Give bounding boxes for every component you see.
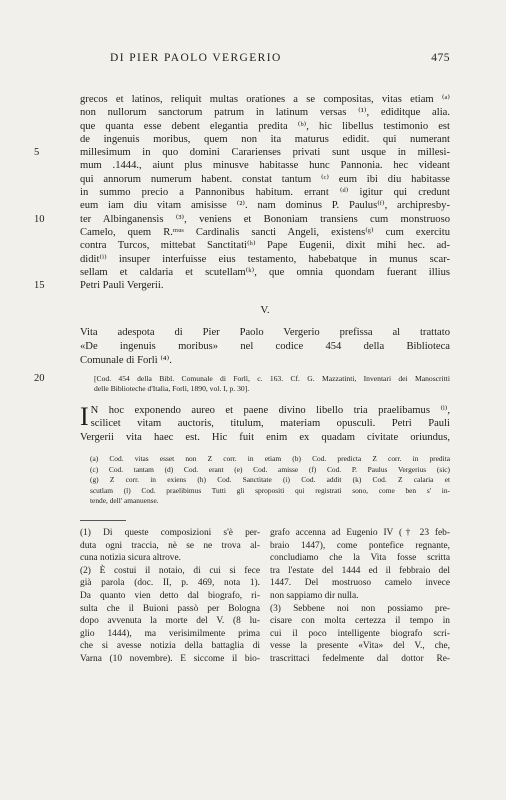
line-number: 10	[34, 213, 45, 225]
apparatus-line: (a) Cod. vitas esset non Z corr. in etiam (b) Cod. predicta Z corr. in predita	[90, 454, 450, 464]
footnote-line: già parola (doc. II, p. 469, nota 1).	[80, 578, 260, 589]
footnote-line: Varna (10 novembre). E siccome il bio-	[80, 653, 260, 664]
footnote-rule	[80, 520, 126, 521]
text-line: qui annorum numerum habent. constat tantum ⁽ᶜ⁾ eum ibi diu habitasse	[80, 173, 450, 185]
footnote-line: non sappiamo dir nulla.	[270, 590, 359, 601]
footnotes-left-column	[80, 527, 260, 666]
footnote-line: tra l'estate del 1444 ed il febbraio del	[270, 565, 450, 576]
text-line: que quanta esse debent elegantia predita ⁽ᵇ⁾, hic libellus testimonio est	[80, 120, 450, 132]
main-text	[34, 93, 450, 292]
footnote-line: (3) Sebbene noi non possiamo pre-	[270, 603, 450, 614]
text-line: eum iam diu vitam amisisse ⁽²⁾. nam dominus P. Paulus⁽ᶠ⁾, archipresby-	[80, 200, 450, 212]
text-line: contra Turcos, mittebat Sanctitati⁽ʰ⁾ Pape Eugenii, dixit mihi hec. ad-	[80, 240, 450, 252]
footnotes	[80, 527, 450, 666]
intro-line: scilicet vitam auctoris, titulum, materiam opusculi. Petri Pauli	[90, 418, 450, 430]
line-number: 20	[34, 372, 45, 384]
footnote-line: cuna notizia sicura altrove.	[80, 553, 181, 564]
footnote-line: Da quanto vien detto dal biografo, ri-	[80, 590, 260, 601]
page-number: 475	[431, 52, 450, 64]
text-line: de ingenuis moribus, quem non ita maturus edidit. qui numerant	[80, 133, 450, 145]
apparatus-line: (c) Cod. tantam (d) Cod. erant (e) Cod. amisse (f) Cod. P. Paulus Vergerius (sic)	[90, 464, 450, 474]
text-line: ter Albinganensis ⁽³⁾, veniens et Bononiam transiens cum monstruoso 10	[34, 213, 450, 225]
text-line: sellam et caldaria et scutellam⁽ᵏ⁾, que omnia quondam fuerant illius	[80, 266, 450, 278]
vita-title-line: Comunale di Forlì ⁽⁴⁾.	[80, 354, 172, 366]
line-number: 15	[34, 280, 45, 292]
footnote-line: dopo avvenuta la morte del V. (8 lu-	[80, 616, 260, 627]
reference-line: [Cod. 454 della Bibl. Comunale di Forlì, c. 163. Cf. G. Mazzatinti, Inventari dei Manoscritti 20	[34, 372, 450, 384]
footnote-line: sulta che il Buioni passò per Bologna	[80, 603, 260, 614]
text-line: non nullorum sanctorum patrum in latinum versas ⁽¹⁾, ediditque alia.	[80, 107, 450, 119]
vita-title	[80, 326, 450, 368]
text-line: mum .1444., aiunt plus minusve habitasse hunc Pannonia. hec videant	[80, 160, 450, 172]
text-line: Petri Pauli Vergerii. 15	[34, 280, 164, 292]
critical-apparatus	[80, 454, 450, 507]
footnotes-right-column	[270, 527, 450, 666]
intro-line: N hoc exponendo aureo et paene divino libello tria praelibamus ⁽ˡ⁾,	[90, 405, 450, 417]
footnote-line: glio 1444), ma verisimilmente prima	[80, 628, 260, 639]
footnote-line: braio 1447), come pontefice regnante,	[270, 540, 450, 551]
footnote-line: duta ogni traccia, nè se ne trova al-	[80, 540, 260, 551]
intro-line: Vergerii vita haec est. Hic fuit enim ex quadam civitate oriundus,	[80, 431, 450, 443]
footnote-line: cisare con molta certezza il tempo in	[270, 616, 450, 627]
footnote-line: che si avesse notizia della battaglia di	[80, 641, 260, 652]
footnote-line: vesse la presente «Vita» del V., che,	[270, 641, 450, 652]
intro-paragraph	[80, 404, 450, 444]
text-line: didit⁽ⁱ⁾ insuper interfuisse eius testamento, habebatque in munus scar-	[80, 253, 450, 265]
apparatus-line: tende, dell' amanuense.	[90, 496, 159, 506]
page-body	[34, 93, 450, 666]
text-line: in summo precio a Pannonibus habitum. errant ⁽ᵈ⁾ igitur qui credunt	[80, 187, 450, 199]
reference-line: delle Biblioteche d'Italia, Forlì, 1890, vol. I, p. 30].	[94, 383, 250, 393]
footnote-line: (2) È costui il notaio, di cui si fece	[80, 565, 260, 576]
running-header	[110, 52, 450, 64]
running-title: DI PIER PAOLO VERGERIO	[110, 52, 282, 64]
apparatus-line: (g) Z corr. in exiens (h) Cod. Sanctitate (i) Cod. addit (k) Cod. Z calaria et	[90, 475, 450, 485]
footnote-line: grafo accenna ad Eugenio IV († 23 feb-	[270, 527, 450, 538]
drop-cap: I	[80, 402, 89, 432]
apparatus-line: scutlam (l) Cod. praelibimus Tutti gli spropositi qui registrati sono, come ben s' in-	[90, 485, 450, 495]
reference-note	[34, 372, 450, 394]
section-numeral: V.	[260, 304, 270, 317]
line-number: 5	[34, 147, 40, 159]
text-line: Camelo, quem R.ᵐᵘˢ Cardinalis sancti Angeli, existens⁽ᵍ⁾ cum exercitu	[80, 226, 450, 238]
text-line: grecos et latinos, reliquit multas orationes a se compositas, vitas etiam ⁽ᵃ⁾	[80, 94, 450, 105]
footnote-line: cui il poco intelligente biografo scri-	[270, 628, 450, 639]
footnote-line: 1447. Del mostruoso camelo invece	[270, 578, 450, 589]
vita-title-line: Vita adespota di Pier Paolo Vergerio prefissa al trattato	[80, 326, 450, 338]
vita-title-line: «De ingenuis moribus» nel codice 454 della Biblioteca	[80, 340, 450, 352]
footnote-line: (1) Di queste composizioni s'è per-	[80, 527, 260, 538]
text-line: millesimum in quo domini Cararienses privati sunt usque in millesi- 5	[34, 147, 450, 159]
footnote-line: trascrittaci fedelmente dal dottor Re-	[270, 653, 450, 664]
footnote-line: concludiamo che la Vita fosse scritta	[270, 553, 450, 564]
